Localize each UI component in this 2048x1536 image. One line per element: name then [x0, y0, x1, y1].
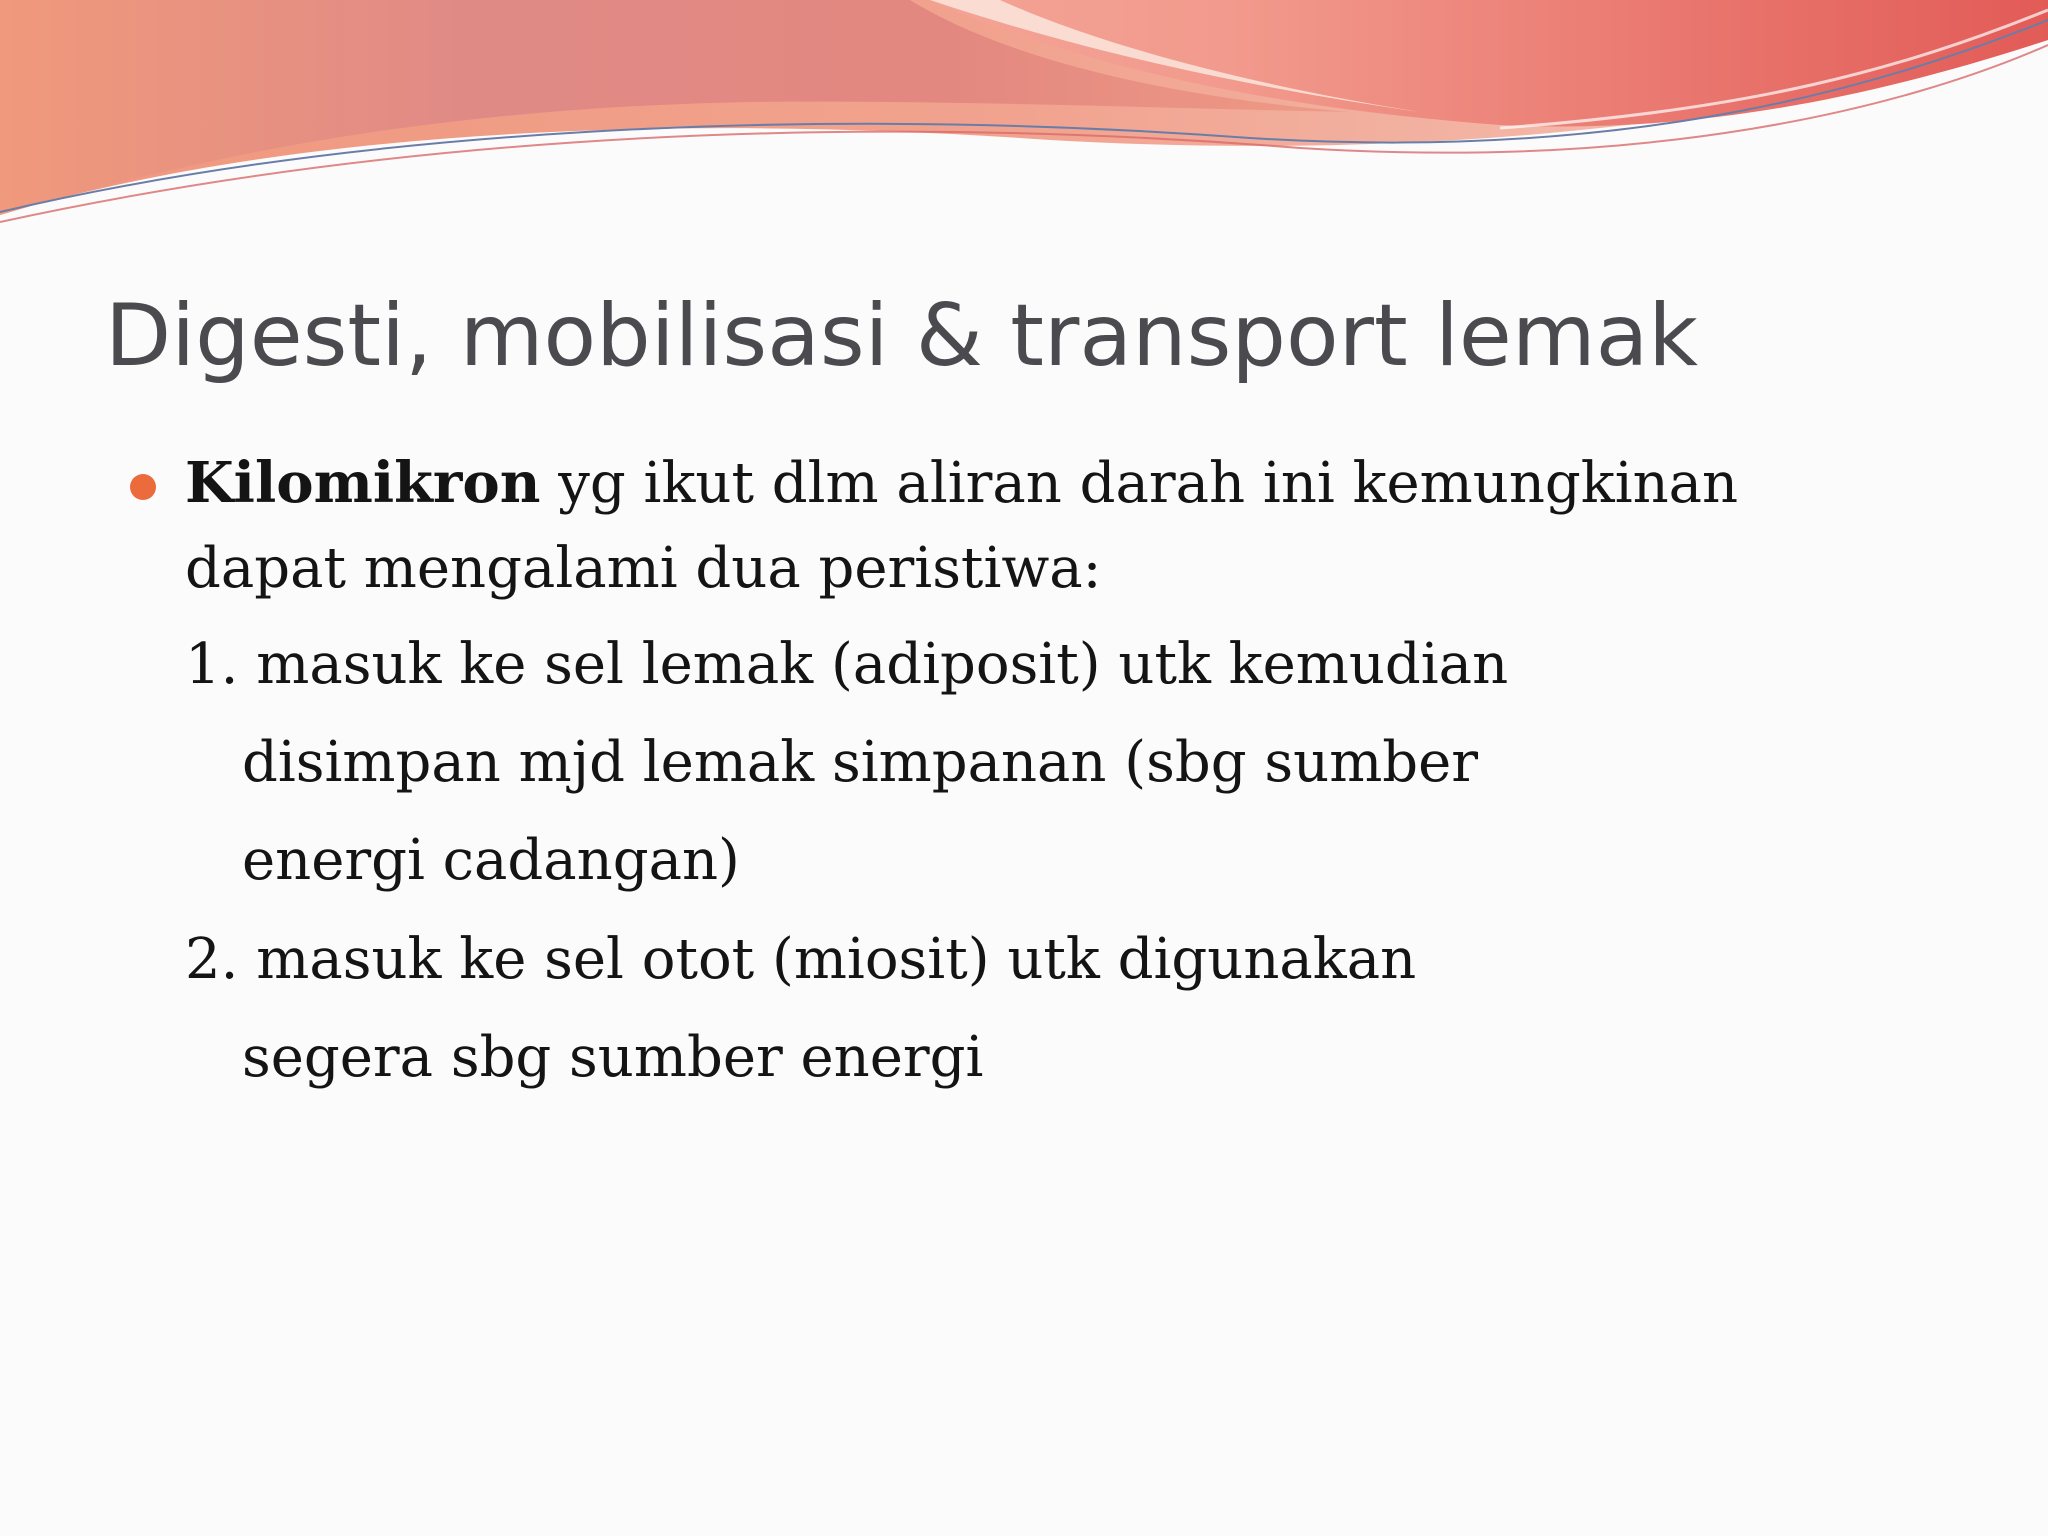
list-item-1-line-2: disimpan mjd lemak simpanan (sbg sumber	[242, 730, 1479, 795]
bullet-dot-icon	[130, 474, 156, 500]
list-item-2-text: masuk ke sel otot (miosit) utk digunakan	[256, 927, 1417, 992]
list-item-2-number: 2.	[185, 927, 239, 992]
list-item-1-text: masuk ke sel lemak (adiposit) utk kemudian	[256, 632, 1509, 697]
slide-title: Digesti, mobilisasi & transport lemak	[105, 286, 1699, 386]
list-item-2-line-1	[185, 927, 1417, 992]
bullet-line-2: dapat mengalami dua peristiwa:	[185, 536, 1102, 601]
list-item-1-line-1	[185, 632, 1509, 697]
bullet-term: Kilomikron	[185, 450, 541, 516]
list-item-1-number: 1.	[185, 632, 239, 697]
list-item-2-line-2: segera sbg sumber energi	[242, 1025, 984, 1090]
list-item-1-line-3: energi cadangan)	[242, 828, 740, 893]
header-wave-decoration	[0, 0, 2048, 240]
bullet-text: yg ikut dlm aliran darah ini kemungkinan	[540, 451, 1739, 516]
bullet-line-1	[185, 450, 1739, 516]
